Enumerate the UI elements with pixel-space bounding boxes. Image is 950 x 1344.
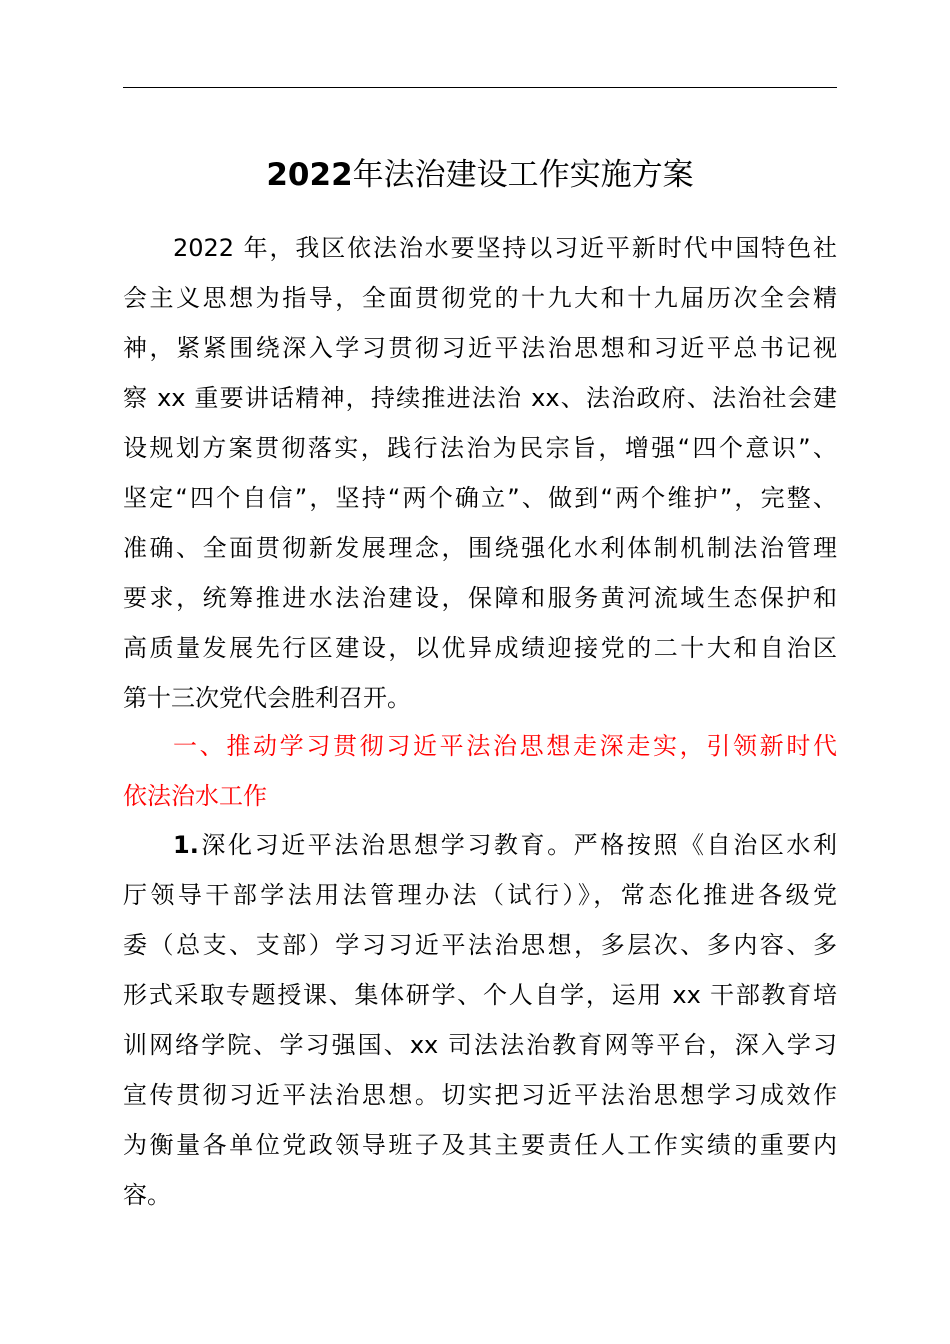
paragraph-line: 要求，统筹推进水法治建设，保障和服务黄河流域生态保护和 [123, 584, 837, 612]
paragraph-line [123, 820, 837, 870]
paragraph-line: 形式采取专题授课、集体研学、个人自学，运用 xx 干部教育培 [123, 981, 837, 1009]
paragraph-line: 厅领导干部学法用法管理办法（试行）》，常态化推进各级党 [123, 881, 837, 909]
document-title [123, 150, 837, 200]
paragraph-line: 神，紧紧围绕深入学习贯彻习近平法治思想和习近平总书记视 [123, 334, 837, 362]
intro-paragraph [123, 223, 837, 723]
paragraph-line: 高质量发展先行区建设，以优异成绩迎接党的二十大和自治区 [123, 634, 837, 662]
heading-line: 依法治水工作 [123, 782, 267, 810]
paragraph-line: 容。 [123, 1181, 171, 1209]
title-text: 年法治建设工作实施方案 [352, 157, 694, 193]
paragraph-line: 准确、全面贯彻新发展理念，围绕强化水利体制机制法治管理 [123, 534, 837, 562]
paragraph-line: 2022 年，我区依法治水要坚持以习近平新时代中国特色社 [173, 234, 837, 262]
header-rule [123, 87, 837, 88]
heading-line: 一、推动学习贯彻习近平法治思想走深走实，引领新时代 [173, 732, 837, 760]
title-year: 2022 [266, 157, 353, 193]
paragraph-line: 第十三次党代会胜利召开。 [123, 684, 411, 712]
paragraph-line: 为衡量各单位党政领导班子及其主要责任人工作实绩的重要内 [123, 1131, 837, 1159]
paragraph-line: 会主义思想为指导，全面贯彻党的十九大和十九届历次全会精 [123, 284, 837, 312]
paragraph-line: 设规划方案贯彻落实，践行法治为民宗旨，增强“四个意识”、 [123, 434, 837, 462]
paragraph-line: 宣传贯彻习近平法治思想。切实把习近平法治思想学习成效作 [123, 1081, 837, 1109]
section-heading-1 [123, 721, 837, 821]
paragraph-line: 委（总支、支部）学习习近平法治思想，多层次、多内容、多 [123, 931, 837, 959]
paragraph-line: 坚定“四个自信”，坚持“两个确立”、做到“两个维护”，完整、 [123, 484, 837, 512]
paragraph-line: 察 xx 重要讲话精神，持续推进法治 xx、法治政府、法治社会建 [123, 384, 837, 412]
paragraph-line: 训网络学院、学习强国、xx 司法法治教育网等平台，深入学习 [123, 1031, 837, 1059]
item-paragraph-1 [123, 820, 837, 1220]
item-number: 1. [173, 831, 199, 859]
item-first-line-text: 深化习近平法治思想学习教育。严格按照《自治区水利 [198, 831, 837, 859]
